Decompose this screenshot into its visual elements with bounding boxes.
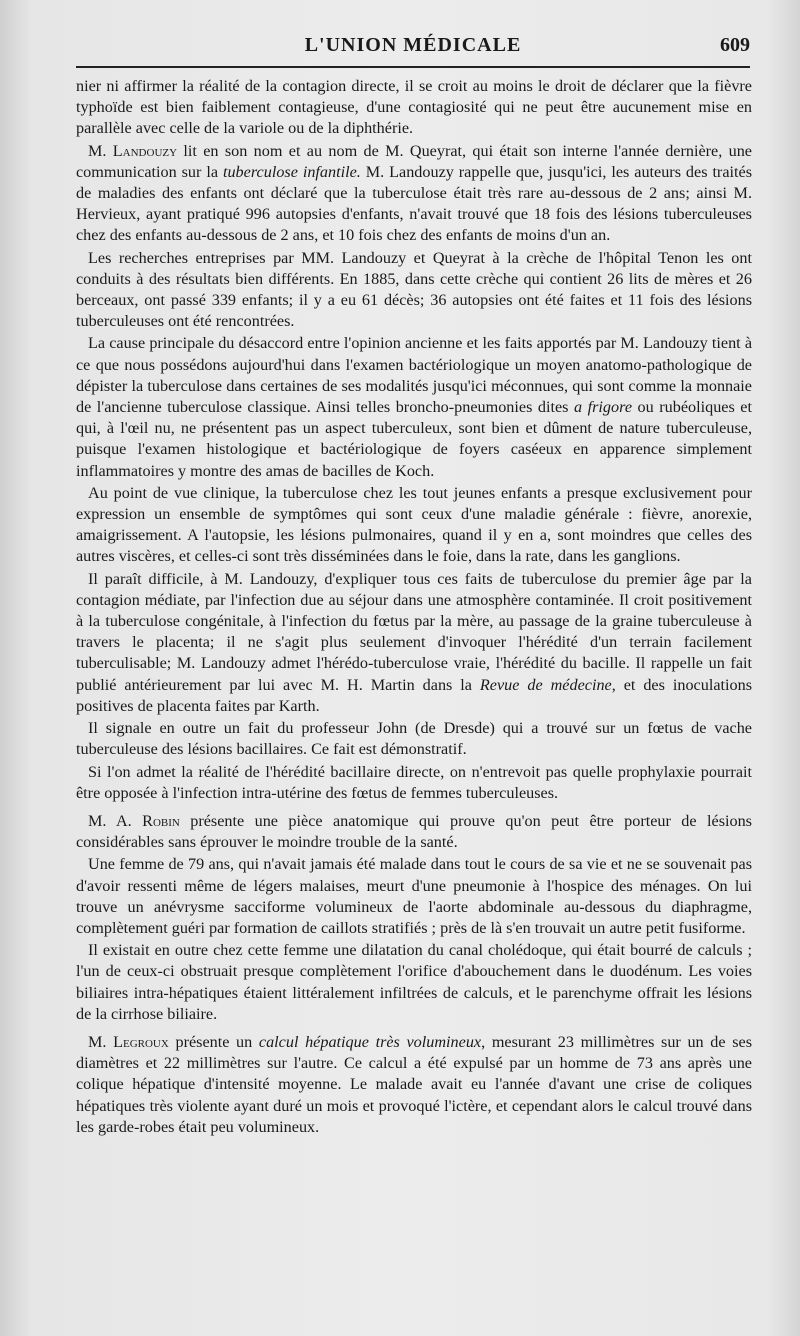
author-name: Robin	[142, 811, 180, 830]
header-rule	[76, 66, 750, 68]
text-run: M. Landouzy rappelle que, jusqu'ici, les auteurs des traités de maladies des enfants ont déclaré que la tuberculose était très rare au-dessous de 2 ans; ainsi M. Hervieux, ayant pratiqué 996 autopsies d'enfants, n'avait trouvé que 18 fois des lésions tuberculeuses chez des enfants au-dessous de 2 ans, et 10 fois chez des enfants de moins d'un an.	[76, 162, 752, 245]
text-run: Une femme de 79 ans, qui n'avait jamais été malade dans tout le cours de sa vie et ne se souvenait pas d'avoir ressenti même de légers malaises, meurt d'une pneumonie à l'hospice des ménages. On lui trouve un anévrysme sacciforme volumineux de l'aorte abdominale au-dessous du diaphragme, complètement guéri par formation de caillots stratifiés ; près de là s'en trouvait un autre petit fusiforme.	[76, 855, 752, 937]
text-run: Il signale en outre un fait du professeur John (de Dresde) qui a trouvé sur un fœtus de vache tuberculeuse des lésions bacillaires. Ce fait est démonstratif.	[76, 719, 752, 759]
paragraph	[76, 333, 752, 481]
text-run: nier ni affirmer la réalité de la contagion directe, il se croit au moins le droit de déclarer que la fièvre typhoïde est bien faiblement contagieuse, d'une contagiosité qui ne peut être aucunement mise en parallèle avec celle de la variole ou de la diphthérie.	[76, 77, 752, 138]
running-title: L'UNION MÉDICALE	[304, 34, 522, 56]
text-run: M.	[88, 1032, 114, 1051]
text-run: lit en son nom et au nom de M. Queyrat, qui était son interne l'année dernière, une communication sur la	[76, 141, 752, 181]
paragraph	[76, 811, 752, 853]
paragraph	[76, 141, 752, 247]
paragraph	[76, 569, 752, 717]
paragraph	[76, 76, 752, 140]
text-run: Il existait en outre chez cette femme une dilatation du canal cholédoque, qui était bourré de calculs ; l'un de ceux-ci obstruait presque complètement l'orifice d'abouchement dans le duodénum. Les voies biliaires intra-hépatiques étaient littéralement infiltrées de calculs, et le parenchyme offrait les lésions de la cirrhose biliaire.	[76, 941, 752, 1023]
paragraph	[76, 940, 752, 1025]
text-run: Les recherches entreprises par MM. Landouzy et Queyrat à la crèche de l'hôpital Tenon les ont conduits à des résultats bien différents. En 1885, dans cette crèche qui contient 26 lits de mères et 26 berceaux, ont passé 339 enfants; il y a eu 61 décès; 36 autopsies ont été faites et 11 fois des lésions tuberculeuses ont été rencontrées.	[76, 248, 752, 331]
text-run: M.	[88, 141, 113, 160]
italic-text: a frigore	[574, 398, 633, 417]
text-run: , et des inoculations positives de placenta faites par Karth.	[76, 675, 752, 715]
paragraph	[76, 248, 752, 333]
text-run: M. A.	[88, 811, 143, 830]
paragraph	[76, 1032, 752, 1138]
page-number: 609	[720, 34, 750, 56]
text-run: La cause principale du désaccord entre l'opinion ancienne et les faits apportés par M. Landouzy tient à ce que nous possédons aujourd'hui dans l'examen bactériologique un moyen anatomo-pathologique de dépister la tuberculose dans certaines de ses modalités jusqu'ici méconnues, qui sont comme la monnaie de l'ancienne tuberculose classique. Ainsi telles broncho-pneumonies dites	[76, 334, 752, 417]
text-run: , mesurant 23 millimètres sur un de ses diamètres et 22 millimètres sur l'autre. Ce calcul a été expulsé par un homme de 73 ans après une colique hépatique d'intensité moyenne. Le malade avait eu l'année d'avant une crise de coliques hépatiques très violente ayant duré un mois et provoqué l'ictère, et cependant alors le calcul trouvé dans les garde-robes était peu volumineux.	[76, 1032, 752, 1136]
paragraph	[76, 762, 752, 804]
author-name: Landouzy	[112, 141, 178, 160]
paragraph	[76, 718, 752, 760]
text-run: ou rubéoliques et qui, à l'œil nu, ne présentent pas un aspect tuberculeux, sont bien et dûment de nature tuberculeuse, puisque l'examen histologique et bactériologique de foyers caséeux en apparence simplement inflammatoires y montre des amas de bacilles de Koch.	[76, 398, 752, 480]
paragraph	[76, 854, 752, 939]
italic-text: tuberculose infantile.	[222, 162, 361, 181]
paragraph	[76, 483, 752, 568]
text-run: présente un	[168, 1032, 259, 1051]
text-run: présente une pièce anatomique qui prouve qu'on peut être porteur de lésions considérables sans éprouver le moindre trouble de la santé.	[76, 811, 752, 852]
italic-text: calcul hépatique très volumineux	[258, 1032, 482, 1051]
text-run: Il paraît difficile, à M. Landouzy, d'expliquer tous ces faits de tuberculose du premier âge par la contagion médiate, par l'infection due au séjour dans une atmosphère contaminée. Il croit positivement à la tuberculose congénitale, à l'infection du fœtus par la mère, au passage de la graine tuberculeuse à travers le placenta; il ne s'agit plus seulement d'invoquer l'hérédité d'un terrain facilement tuberculisable; M. Landouzy admet l'hérédo-tuberculose vraie, l'hérédité du bacille. Il rappelle un fait publié antérieurement par lui avec M. H. Martin dans la	[76, 569, 752, 694]
article-body	[76, 76, 752, 1139]
page-header	[76, 30, 750, 66]
italic-text: Revue de médecine	[479, 675, 612, 694]
author-name: Legroux	[113, 1032, 169, 1051]
text-run: Au point de vue clinique, la tuberculose chez les tout jeunes enfants a presque exclusivement pour expression un ensemble de symptômes qui sont ceux d'une maladie générale : fièvre, anorexie, amaigrissement. A l'autopsie, les lésions pulmonaires, quand il y en a, sont moindres que celles des autres viscères, et celles-ci sont très disséminées dans le foie, dans la rate, dans les ganglions.	[76, 483, 752, 566]
text-run: Si l'on admet la réalité de l'hérédité bacillaire directe, on n'entrevoit pas quelle prophylaxie pourrait être opposée à l'infection intra-utérine des fœtus de femmes tuberculeuses.	[76, 762, 752, 802]
